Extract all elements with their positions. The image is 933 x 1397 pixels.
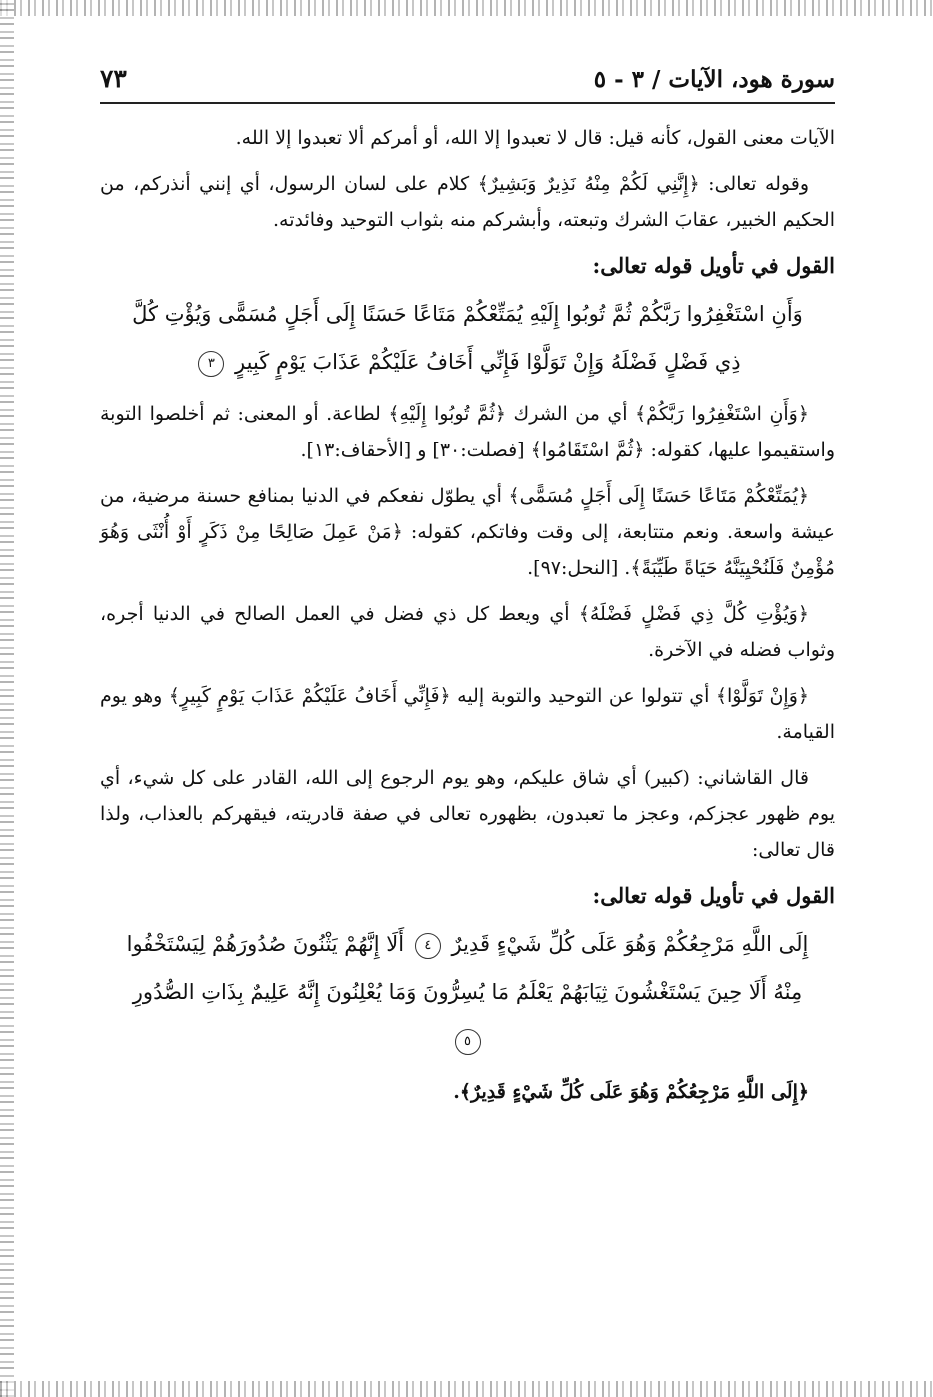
paragraph: ﴿وَإِنْ تَوَلَّوْا﴾ أي تتولوا عن التوحيد والتوبة إليه ﴿فَإِنِّي أَخَافُ عَلَيْكُمْ عَذَابَ يَوْمٍ كَبِيرٍ﴾ وهو يوم القيامة.: [100, 685, 835, 743]
paragraph: ﴿وَأَنِ اسْتَغْفِرُوا رَبَّكُمْ﴾ أي من الشرك ﴿ثُمَّ تُوبُوا إِلَيْهِ﴾ لطاعة. أو المعنى: ثم أخلصوا التوبة واستقيموا عليها، كقوله: ﴿ثُمَّ اسْتَقَامُوا﴾ [فصلت:٣٠] و [الأحقاف:١٣].: [100, 403, 835, 461]
section-heading: القول في تأويل قوله تعالى:: [592, 253, 835, 278]
verse-text: وَأَنِ اسْتَغْفِرُوا رَبَّكُمْ ثُمَّ تُوبُوا إِلَيْهِ يُمَتِّعْكُمْ مَتَاعًا حَسَنًا إِلَى أَجَلٍ مُسَمًّى وَيُؤْتِ كُلَّ ذِي فَضْلٍ فَضْلَهُ وَإِنْ تَوَلَّوْا فَإِنِّي أَخَافُ عَلَيْكُمْ عَذَابَ يَوْمٍ كَبِيرٍ: [132, 302, 803, 374]
ayah-number-icon: ٤: [415, 933, 441, 959]
page-header: [100, 60, 835, 104]
decorative-border-bottom: [0, 1381, 933, 1397]
paragraph: ﴿وَيُؤْتِ كُلَّ ذِي فَضْلٍ فَضْلَهُ﴾ أي ويعط كل ذي فضل في العمل الصالح في الدنيا أجره، وثواب فضله في الآخرة.: [100, 603, 835, 661]
ayah-number-icon: ٣: [198, 351, 224, 377]
paragraph: الآيات معنى القول، كأنه قيل: قال لا تعبدوا إلا الله، أو أمركم ألا تعبدوا إلا الله.: [235, 127, 835, 149]
decorative-border-top: [0, 0, 933, 16]
section-heading: القول في تأويل قوله تعالى:: [592, 883, 835, 908]
quran-verse: [100, 290, 835, 386]
ayah-number-icon: ٥: [455, 1029, 481, 1055]
page-title: سورة هود، الآيات / ٣ - ٥: [593, 66, 835, 93]
verse-text: إِلَى اللَّهِ مَرْجِعُكُمْ وَهُوَ عَلَى كُلِّ شَيْءٍ قَدِيرٌ: [451, 932, 809, 956]
quran-verse: [100, 920, 835, 1064]
decorative-border-left: [0, 0, 14, 1397]
paragraph: وقوله تعالى: ﴿إِنَّنِي لَكُمْ مِنْهُ نَذِيرٌ وَبَشِيرٌ﴾ كلام على لسان الرسول، أي إنني أنذركم، من الحكيم الخبير، عقابَ الشرك وتبعته، وأبشركم منه بثواب التوحيد وفائدته.: [100, 173, 835, 231]
closing-verse: ﴿إِلَى اللَّهِ مَرْجِعُكُمْ وَهُوَ عَلَى كُلِّ شَيْءٍ قَدِيرٌ﴾.: [453, 1081, 809, 1103]
verse-text: أَلَا إِنَّهُمْ يَثْنُونَ صُدُورَهُمْ لِيَسْتَخْفُوا مِنْهُ أَلَا حِينَ يَسْتَغْشُونَ ثِيَابَهُمْ يَعْلَمُ مَا يُسِرُّونَ وَمَا يُعْلِنُونَ إِنَّهُ عَلِيمٌ بِذَاتِ الصُّدُورِ: [126, 932, 803, 1004]
paragraph: ﴿يُمَتِّعْكُمْ مَتَاعًا حَسَنًا إِلَى أَجَلٍ مُسَمًّى﴾ أي يطوّل نفعكم في الدنيا بمنافع حسنة مرضية، من عيشة واسعة. ونعم متتابعة، إلى وقت وفاتكم، كقوله: ﴿مَنْ عَمِلَ صَالِحًا مِنْ ذَكَرٍ أَوْ أُنْثَى وَهُوَ مُؤْمِنٌ فَلَنُحْيِيَنَّهُ حَيَاةً طَيِّبَةً﴾. [النحل:٩٧].: [100, 485, 835, 579]
page-body: [100, 120, 835, 1120]
header-rule: [100, 102, 835, 104]
paragraph: قال القاشاني: (كبير) أي شاق عليكم، وهو يوم الرجوع إلى الله، القادر على كل شيء، أي يوم ظهور عجزكم، وعجز ما تعبدون، بظهوره تعالى في صفة قادريته، فيقهركم بالعذاب، ولذا قال تعالى:: [100, 767, 835, 861]
page-number: ٧٣: [100, 64, 127, 93]
